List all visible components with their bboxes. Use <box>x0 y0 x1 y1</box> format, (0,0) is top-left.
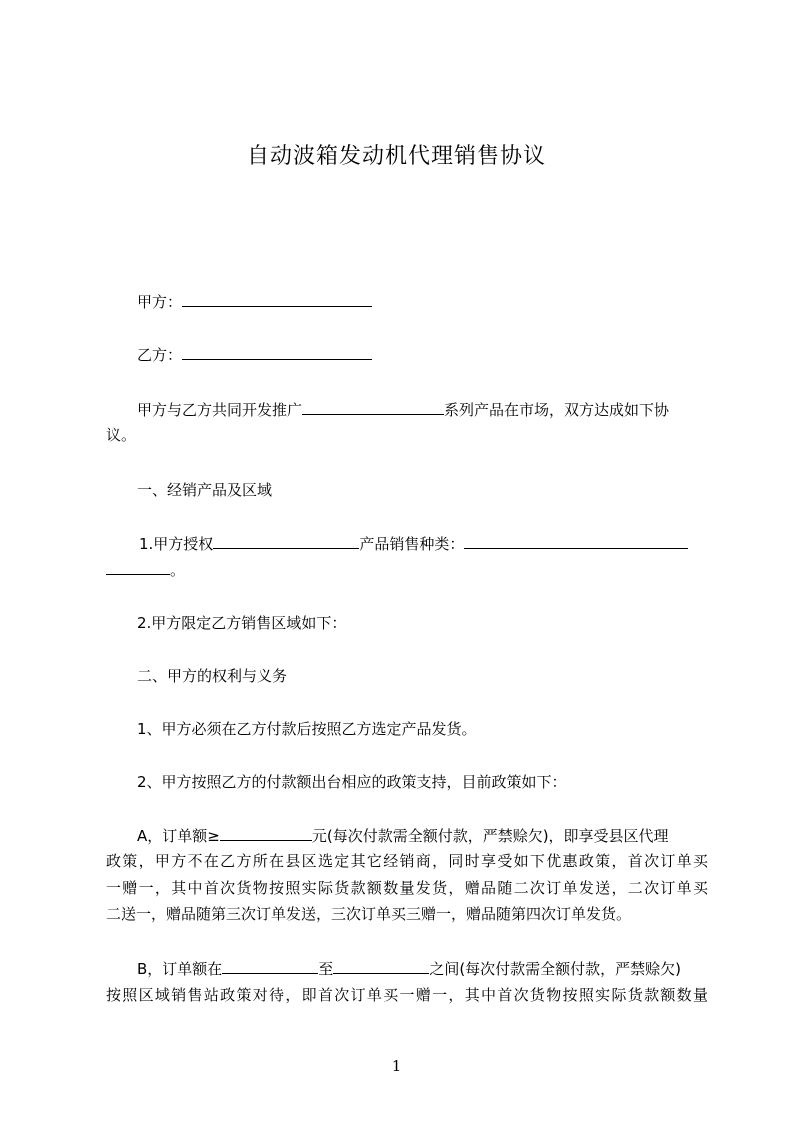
clause-a-post: 元(每次付款需全额付款，严禁赊欠)，即享受县区代理 <box>311 827 669 845</box>
document-title: 自动波箱发动机代理销售协议 <box>246 144 546 169</box>
section-1-item-1-cont <box>106 559 185 580</box>
section-2-heading: 二、甲方的权利与义务 <box>137 667 288 685</box>
section-1-heading: 一、经销产品及区域 <box>137 481 273 499</box>
clause-a-line-4: 二送一，赠品随第三次订单发送，三次订单买三赠一，赠品随第四次订单发货。 <box>106 905 632 923</box>
clause-a-line-3: 一赠一，其中首次货物按照实际货款额数量发货，赠品随二次订单发送，二次订单买 <box>106 879 708 897</box>
party-a-label: 甲方： <box>137 293 183 311</box>
product-series-blank <box>302 399 444 415</box>
party-b-blank <box>182 344 372 360</box>
party-a-line <box>137 291 372 312</box>
order-amount-blank <box>220 825 312 841</box>
clause-b-pre: B，订单额在 <box>137 960 223 978</box>
section-2-item-2: 2、甲方按照乙方的付款额出台相应的政策支持，目前政策如下： <box>137 773 567 791</box>
order-min-blank <box>222 958 318 974</box>
party-a-blank <box>182 291 372 307</box>
clause-a-pre: A，订单额≥ <box>137 827 220 845</box>
clause-b-line-1 <box>137 958 681 979</box>
clause-b-line-2: 按照区域销售站政策对待，即首次订单买一赠一，其中首次货物按照实际货款额数量 <box>106 986 708 1004</box>
intro-line-2: 议。 <box>106 426 137 444</box>
product-type-blank <box>464 533 688 549</box>
product-type-blank-cont <box>106 559 170 575</box>
order-max-blank <box>333 958 429 974</box>
intro-after: 系列产品在市场，双方达成如下协 <box>444 401 670 419</box>
clause-b-mid: 至 <box>318 960 334 978</box>
section-2-item-1: 1、甲方必须在乙方付款后按照乙方选定产品发货。 <box>137 720 477 738</box>
section-1-item-1 <box>139 533 688 554</box>
item-1-text-a: 1.甲方授权 <box>139 535 214 553</box>
party-b-label: 乙方： <box>137 346 183 364</box>
item-1-text-b: 产品销售种类： <box>359 535 465 553</box>
item-1-end: 。 <box>170 561 186 579</box>
authorization-blank <box>213 533 359 549</box>
clause-b-post: 之间(每次付款需全额付款，严禁赊欠) <box>429 960 682 978</box>
intro-line-1 <box>137 399 669 420</box>
section-1-item-2: 2.甲方限定乙方销售区域如下： <box>137 614 347 632</box>
clause-a-line-1 <box>137 825 669 846</box>
clause-a-line-2: 政策，甲方不在乙方所在县区选定其它经销商，同时享受如下优惠政策，首次订单买 <box>106 852 708 870</box>
party-b-line <box>137 344 372 365</box>
page-number: 1 <box>391 1057 402 1075</box>
intro-before: 甲方与乙方共同开发推广 <box>137 401 303 419</box>
